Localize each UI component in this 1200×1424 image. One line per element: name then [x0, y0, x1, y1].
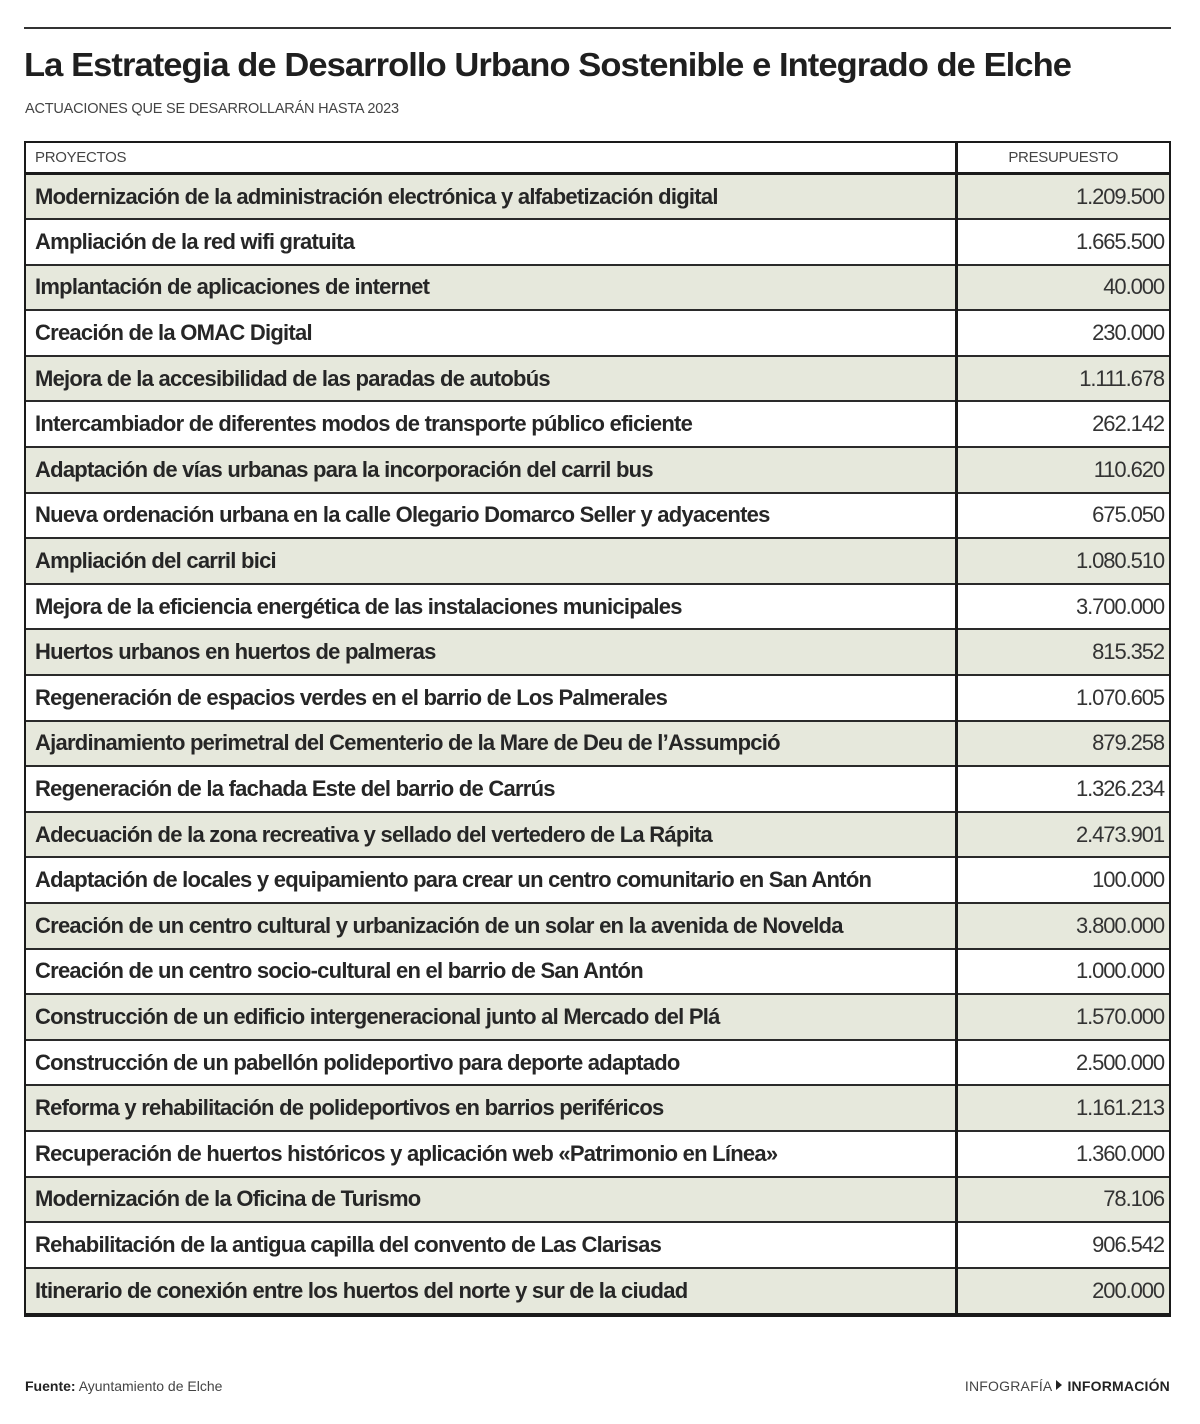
budget-table — [24, 141, 1171, 1317]
table-row — [26, 584, 1169, 630]
table-row — [26, 1268, 1169, 1314]
table-row — [26, 721, 1169, 767]
project-name: Construcción de un pabellón polideportivo para deporte adaptado — [26, 1040, 956, 1086]
table-row — [26, 857, 1169, 903]
project-budget: 1.161.213 — [956, 1085, 1169, 1131]
project-budget: 675.050 — [956, 493, 1169, 539]
table-row — [26, 219, 1169, 265]
project-name: Mejora de la accesibilidad de las paradas de autobús — [26, 356, 956, 402]
project-budget: 906.542 — [956, 1222, 1169, 1268]
source-note — [25, 1378, 222, 1394]
project-budget: 100.000 — [956, 857, 1169, 903]
project-budget: 262.142 — [956, 401, 1169, 447]
project-name: Adaptación de vías urbanas para la incorporación del carril bus — [26, 447, 956, 493]
project-budget: 815.352 — [956, 629, 1169, 675]
credit-label: INFOGRAFÍA — [964, 1378, 1053, 1394]
project-name: Nueva ordenación urbana en la calle Olegario Domarco Seller y adyacentes — [26, 493, 956, 539]
table-row — [26, 903, 1169, 949]
project-budget: 78.106 — [956, 1177, 1169, 1223]
table-row — [26, 949, 1169, 995]
project-name: Itinerario de conexión entre los huertos del norte y sur de la ciudad — [26, 1268, 956, 1314]
project-budget: 110.620 — [956, 447, 1169, 493]
table-row — [26, 493, 1169, 539]
project-name: Adaptación de locales y equipamiento para crear un centro comunitario en San Antón — [26, 857, 956, 903]
table-row — [26, 265, 1169, 311]
table-row — [26, 174, 1169, 220]
project-name: Recuperación de huertos históricos y aplicación web «Patrimonio en Línea» — [26, 1131, 956, 1177]
triangle-right-icon — [1056, 1380, 1062, 1390]
project-budget: 1.111.678 — [956, 356, 1169, 402]
top-rule — [24, 27, 1171, 29]
table-row — [26, 310, 1169, 356]
table-row — [26, 629, 1169, 675]
project-name: Creación de un centro cultural y urbanización de un solar en la avenida de Novelda — [26, 903, 956, 949]
project-name: Rehabilitación de la antigua capilla del convento de Las Clarisas — [26, 1222, 956, 1268]
project-budget: 200.000 — [956, 1268, 1169, 1314]
project-budget: 2.500.000 — [956, 1040, 1169, 1086]
project-name: Adecuación de la zona recreativa y sellado del vertedero de La Rápita — [26, 812, 956, 858]
table-body — [26, 174, 1169, 1314]
project-name: Ajardinamiento perimetral del Cementerio de la Mare de Deu de l’Assumpció — [26, 721, 956, 767]
project-budget: 879.258 — [956, 721, 1169, 767]
project-name: Creación de la OMAC Digital — [26, 310, 956, 356]
project-name: Modernización de la Oficina de Turismo — [26, 1177, 956, 1223]
project-name: Creación de un centro socio-cultural en el barrio de San Antón — [26, 949, 956, 995]
table-row — [26, 675, 1169, 721]
table-row — [26, 538, 1169, 584]
page-title: La Estrategia de Desarrollo Urbano Sostenible e Integrado de Elche — [24, 46, 1071, 83]
table-row — [26, 812, 1169, 858]
project-name: Regeneración de la fachada Este del barrio de Carrús — [26, 766, 956, 812]
table-row — [26, 356, 1169, 402]
project-budget: 1.000.000 — [956, 949, 1169, 995]
table-row — [26, 1131, 1169, 1177]
page-subtitle: ACTUACIONES QUE SE DESARROLLARÁN HASTA 2023 — [25, 101, 399, 117]
project-budget: 230.000 — [956, 310, 1169, 356]
project-name: Ampliación de la red wifi gratuita — [26, 219, 956, 265]
table-row — [26, 1222, 1169, 1268]
project-name: Modernización de la administración electrónica y alfabetización digital — [26, 174, 956, 220]
project-budget: 3.800.000 — [956, 903, 1169, 949]
table-header-row — [26, 143, 1169, 174]
credit-note — [965, 1378, 1170, 1394]
project-budget: 1.080.510 — [956, 538, 1169, 584]
project-name: Huertos urbanos en huertos de palmeras — [26, 629, 956, 675]
project-budget: 1.665.500 — [956, 219, 1169, 265]
table-row — [26, 994, 1169, 1040]
project-name: Ampliación del carril bici — [26, 538, 956, 584]
table-row — [26, 1177, 1169, 1223]
project-budget: 2.473.901 — [956, 812, 1169, 858]
table-row — [26, 401, 1169, 447]
project-budget: 40.000 — [956, 265, 1169, 311]
project-budget: 1.570.000 — [956, 994, 1169, 1040]
credit-brand: INFORMACIÓN — [1067, 1378, 1170, 1394]
source-value: Ayuntamiento de Elche — [78, 1378, 223, 1394]
table-row — [26, 766, 1169, 812]
project-name: Reforma y rehabilitación de polideportivos en barrios periféricos — [26, 1085, 956, 1131]
project-budget: 1.070.605 — [956, 675, 1169, 721]
project-name: Intercambiador de diferentes modos de transporte público eficiente — [26, 401, 956, 447]
table-row — [26, 447, 1169, 493]
project-budget: 1.360.000 — [956, 1131, 1169, 1177]
table-row — [26, 1040, 1169, 1086]
project-budget: 1.326.234 — [956, 766, 1169, 812]
project-name: Implantación de aplicaciones de internet — [26, 265, 956, 311]
project-name: Mejora de la eficiencia energética de las instalaciones municipales — [26, 584, 956, 630]
project-budget: 3.700.000 — [956, 584, 1169, 630]
source-label: Fuente: — [25, 1378, 76, 1394]
column-header-projects: PROYECTOS — [26, 143, 956, 174]
project-name: Construcción de un edificio intergeneracional junto al Mercado del Plá — [26, 994, 956, 1040]
project-name: Regeneración de espacios verdes en el barrio de Los Palmerales — [26, 675, 956, 721]
column-header-budget: PRESUPUESTO — [956, 143, 1169, 174]
table-row — [26, 1085, 1169, 1131]
project-budget: 1.209.500 — [956, 174, 1169, 220]
